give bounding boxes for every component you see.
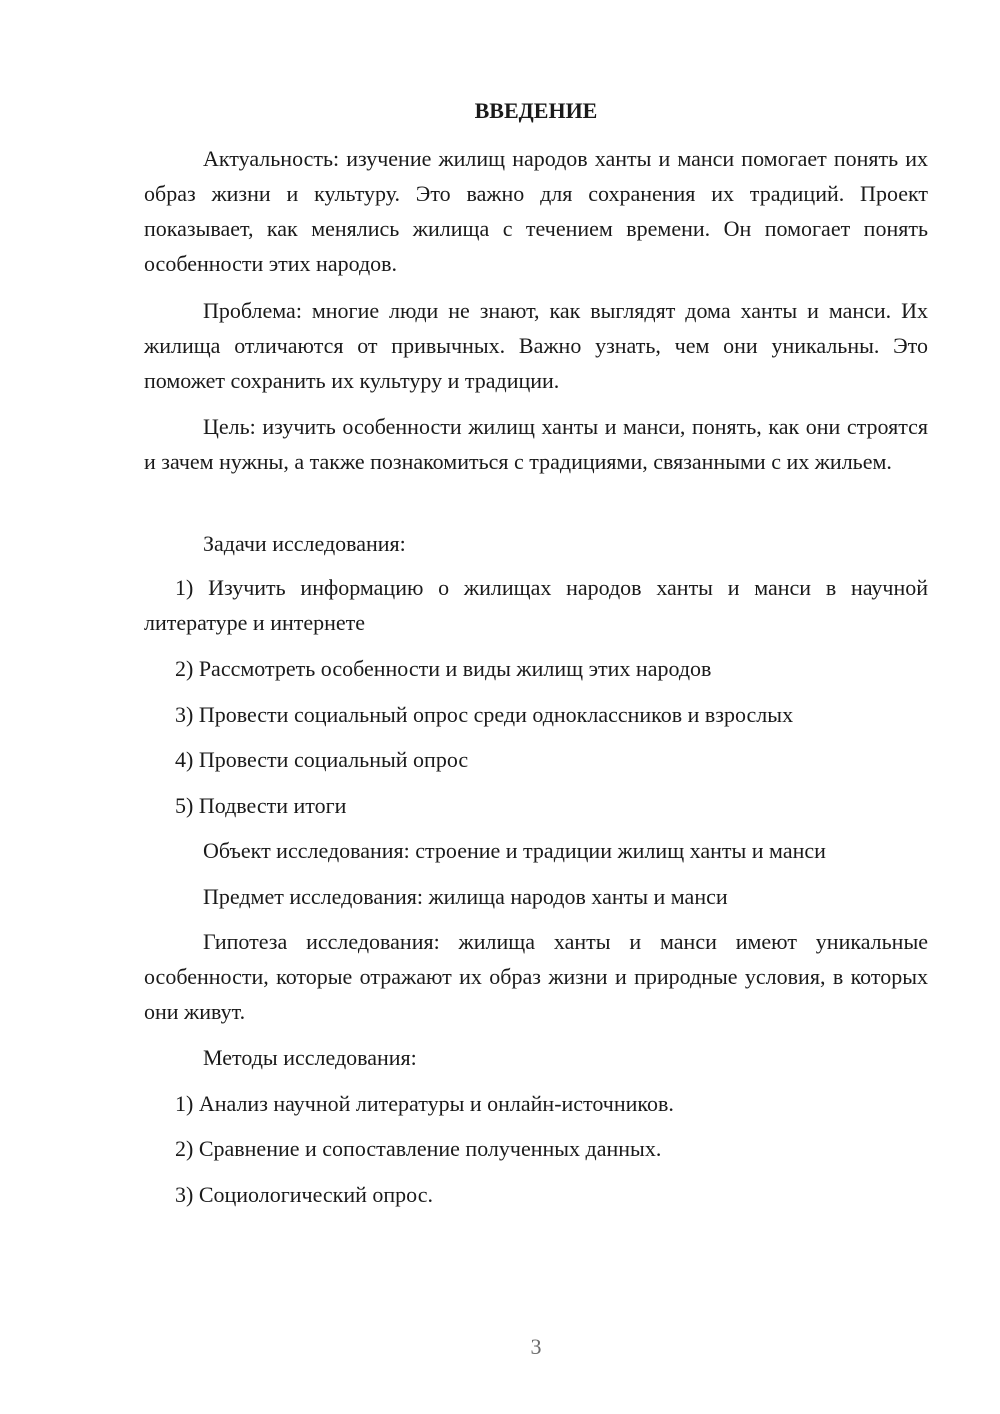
goal-paragraph: Цель: изучить особенности жилищ ханты и манси, понять, как они строятся и зачем нужны, а также познакомиться с традициями, связанными с их жильем.: [144, 414, 928, 474]
object-paragraph: Объект исследования: строение и традиции жилищ ханты и манси: [203, 838, 826, 863]
task-item: 4) Провести социальный опрос: [175, 747, 469, 772]
method-item: 3) Социологический опрос.: [175, 1182, 433, 1207]
relevance-paragraph: Актуальность: изучение жилищ народов ханты и манси помогает понять их образ жизни и культуру. Это важно для сохранения их традиций. Проект показывает, как менялись жилища с течением времени. Он помогает понять особенности этих народов.: [144, 146, 928, 276]
task-item: 1) Изучить информацию о жилищах народов ханты и манси в научной литературе и интернете: [144, 575, 928, 635]
method-item: 1) Анализ научной литературы и онлайн-источников.: [175, 1091, 674, 1116]
hypothesis-paragraph: Гипотеза исследования: жилища ханты и манси имеют уникальные особенности, которые отражают их образ жизни и природные условия, в которых они живут.: [144, 929, 928, 1024]
problem-paragraph: Проблема: многие люди не знают, как выглядят дома ханты и манси. Их жилища отличаются от привычных. Важно узнать, чем они уникальны. Это поможет сохранить их культуру и традиции.: [144, 298, 928, 393]
page-number: 3: [530, 1334, 542, 1359]
tasks-heading: Задачи исследования:: [203, 531, 406, 556]
task-item: 3) Провести социальный опрос среди одноклассников и взрослых: [175, 702, 794, 727]
task-item: 2) Рассмотреть особенности и виды жилищ этих народов: [175, 656, 712, 681]
task-item: 5) Подвести итоги: [175, 793, 347, 818]
subject-paragraph: Предмет исследования: жилища народов ханты и манси: [203, 884, 728, 909]
method-item: 2) Сравнение и сопоставление полученных данных.: [175, 1136, 662, 1161]
section-title: ВВЕДЕНИЕ: [474, 98, 598, 123]
methods-heading: Методы исследования:: [203, 1045, 417, 1070]
